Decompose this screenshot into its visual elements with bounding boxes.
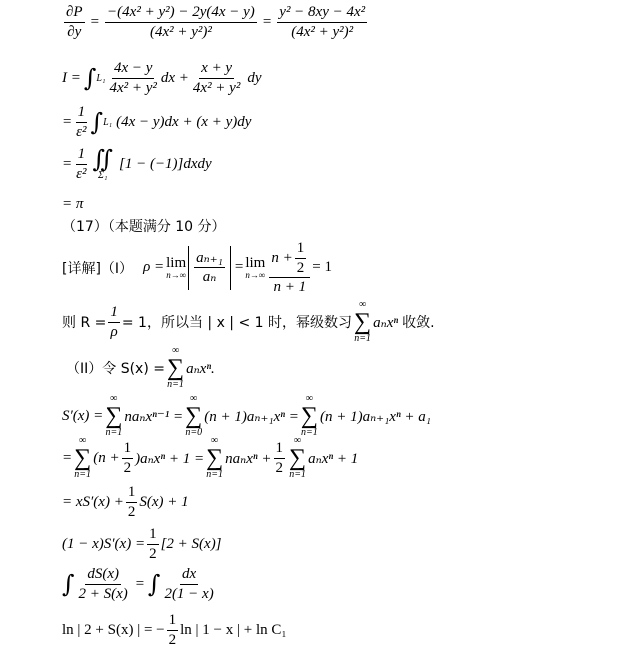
sum-lower: n=1 (105, 427, 123, 438)
text: (1 − x)S′(x) = (62, 535, 146, 552)
sum-lower: n=0 (185, 427, 203, 438)
fraction-half (147, 526, 159, 562)
fraction-ds (77, 566, 130, 602)
integral-subscript: L₁ (103, 116, 113, 128)
numerator: 1 (108, 304, 120, 323)
numerator: x + y (199, 60, 234, 79)
text: n + (271, 249, 293, 266)
fraction-middle (105, 4, 257, 40)
numerator: 1 (122, 440, 134, 459)
equals: = (62, 113, 73, 130)
sum-lower: n=1 (289, 469, 306, 480)
text: aₙxⁿ. (186, 360, 215, 377)
sum-upper: ∞ (359, 299, 367, 310)
text: )aₙxⁿ + 1 = (135, 450, 205, 467)
text: [2 + S(x)] (160, 535, 222, 552)
equals: = (62, 449, 73, 466)
text: S′(x) = (62, 407, 104, 424)
fraction-one-over-rho (108, 304, 120, 340)
text: (n + (93, 449, 120, 466)
denominator: 2 (275, 459, 284, 476)
region-label: Σ₁ (98, 170, 108, 181)
fraction-half (295, 240, 307, 276)
text: = 1，所以当 | x | < 1 时，幂级数习 (121, 315, 353, 331)
result-pi: = π (62, 196, 84, 212)
limit-subscript: n→∞ (245, 269, 266, 280)
sum-upper: ∞ (79, 435, 87, 446)
numerator: 4x − y (112, 60, 154, 79)
sum-lower: n=1 (301, 427, 318, 438)
limit-subscript: n→∞ (166, 269, 187, 280)
denominator: 2(1 − x) (164, 585, 214, 602)
equation-xs (62, 484, 189, 520)
text: aₙxⁿ (373, 314, 399, 331)
sum-lower: n=1 (167, 379, 184, 390)
equation-expand (62, 436, 358, 480)
denominator: (4x² + y²)² (149, 23, 212, 40)
equation-log (62, 612, 287, 646)
limit: lim n→∞ (245, 254, 266, 280)
summation: ∞ ∑ n=1 (300, 393, 318, 438)
denominator: 4x² + y² (192, 79, 241, 96)
text: (n + 1)aₙ₊₁xⁿ = (204, 408, 299, 425)
summation: ∞ ∑ n=1 (166, 345, 185, 390)
summation: ∞ ∑ n=1 (354, 299, 372, 344)
denominator: ε² (76, 165, 87, 182)
fraction-right (277, 4, 367, 40)
equals: = (62, 155, 73, 172)
sum-lower: n=1 (74, 469, 92, 480)
denominator: n + 1 (273, 279, 307, 295)
equation-derivative (62, 394, 431, 438)
integral-sign: ∫ (90, 108, 104, 136)
text: aₙxⁿ + 1 (308, 450, 359, 467)
text: dx + (160, 69, 189, 86)
equals: = (134, 575, 145, 592)
sum-upper: ∞ (171, 345, 180, 356)
text: = 1 (312, 259, 332, 276)
numerator: aₙ₊₁ (194, 250, 225, 269)
equation-radius (62, 300, 435, 344)
fraction-dx (162, 566, 215, 602)
denominator: 2 (127, 503, 136, 520)
equation-ratio-test: [详解]（I） ρ = lim n→∞ $\frac{\text{aₙ₊₁}}{\text{aₙ}}$ = lim n→∞ n + $\frac{1}{2}$ n + 1 = 1 (62, 240, 332, 295)
numerator: −(4x² + y²) − 2y(4x − y) (105, 4, 257, 23)
integral-subscript: L₁ (96, 72, 106, 84)
denominator: 2 (149, 545, 157, 562)
limit: lim n→∞ (166, 254, 187, 280)
numerator: dS(x) (85, 566, 121, 585)
integral-sign: ∫ (62, 570, 75, 598)
text: = xS′(x) + (62, 493, 124, 510)
numerator: 1 (147, 526, 159, 545)
sum-upper: ∞ (190, 393, 198, 404)
denominator: 2 + S(x) (78, 585, 128, 602)
text: 收敛. (402, 315, 435, 331)
equation-separate (62, 566, 218, 602)
equation-ode (62, 526, 222, 562)
numerator: 1 (76, 146, 88, 165)
text: naₙxⁿ + (225, 450, 272, 467)
summation: ∞ ∑ n=1 (206, 435, 224, 480)
numerator: 1 (295, 240, 307, 259)
sum-upper: ∞ (294, 435, 302, 446)
equation-line-4 (62, 146, 212, 182)
sum-upper: ∞ (305, 393, 313, 404)
text: ln | 2 + S(x) | = − (62, 621, 165, 638)
integral-sign: ∫ (83, 64, 97, 92)
text: (n + 1)aₙ₊₁xⁿ + a₁ (319, 408, 432, 425)
text: S(x) + 1 (139, 493, 189, 510)
fraction-half (167, 612, 179, 646)
integrand: (4x − y)dx + (x + y)dy (116, 113, 252, 130)
fraction-half (126, 484, 138, 520)
equation-partial-derivative: $\frac{\partial P}{\partial y}$ = $\frac{\text{−(4x² + y²) − 2y(4x − y)}}{\text{(4x² + y²)²}}$ = $\frac{\text{y² − 8xy − 4x²}}{\text{(4x² + y²)²}}$ (66, 4, 366, 40)
denominator: 2 (168, 631, 177, 646)
lhs: I = (62, 69, 81, 86)
fraction-dp-dy (64, 4, 85, 40)
numerator: y² − 8xy − 4x² (277, 4, 367, 23)
equation-line-integral (62, 60, 262, 96)
fraction-one-over-eps (74, 104, 88, 140)
fraction-2 (191, 60, 242, 96)
denominator: ρ (110, 323, 118, 340)
numerator: 1 (274, 440, 286, 459)
fraction-1 (107, 60, 158, 96)
denominator: ∂y (67, 23, 82, 40)
text: naₙxⁿ⁻¹ = (124, 408, 184, 425)
fraction-ratio (194, 250, 225, 286)
numerator: 1 (167, 612, 179, 631)
numerator: ∂P (64, 4, 85, 23)
double-integral: ∬ Σ₁ (92, 145, 113, 181)
fraction-half (122, 440, 134, 476)
equation-define-s (66, 346, 215, 390)
integral-sign: ∫ (147, 570, 161, 598)
fraction-one-over-eps (74, 146, 88, 182)
integrand: [1 − (−1)]dxdy (118, 155, 212, 172)
section-heading: （17）（本题满分 10 分） (62, 219, 226, 235)
numerator (269, 240, 310, 278)
denominator: aₙ (202, 269, 217, 286)
denominator: 2 (296, 259, 305, 276)
text: ln | 1 − x | + ln C₁ (180, 621, 287, 638)
equation-line-3 (62, 104, 251, 140)
text: （II）令 S(x) = (66, 361, 165, 377)
summation: ∞ ∑ n=1 (289, 435, 307, 480)
denominator: 4x² + y² (109, 79, 157, 96)
numerator: 1 (76, 104, 88, 123)
sum-upper: ∞ (211, 435, 219, 446)
text: dy (247, 69, 262, 86)
text: 则 R = (62, 315, 107, 331)
numerator: 1 (126, 484, 138, 503)
denominator: 2 (123, 459, 132, 476)
summation: ∞ ∑ n=0 (185, 393, 203, 438)
sum-lower: n=1 (354, 333, 371, 344)
sum-lower: n=1 (206, 469, 223, 480)
summation: ∞ ∑ n=1 (74, 435, 92, 480)
fraction-half (274, 440, 286, 476)
absolute-value (188, 246, 231, 290)
denominator: ε² (76, 123, 87, 140)
sum-upper: ∞ (110, 393, 118, 404)
summation: ∞ ∑ n=1 (105, 393, 123, 438)
part-label: [详解]（I） (62, 260, 134, 277)
fraction-n (269, 240, 310, 296)
numerator: dx (180, 566, 198, 585)
denominator: (4x² + y²)² (291, 23, 354, 40)
